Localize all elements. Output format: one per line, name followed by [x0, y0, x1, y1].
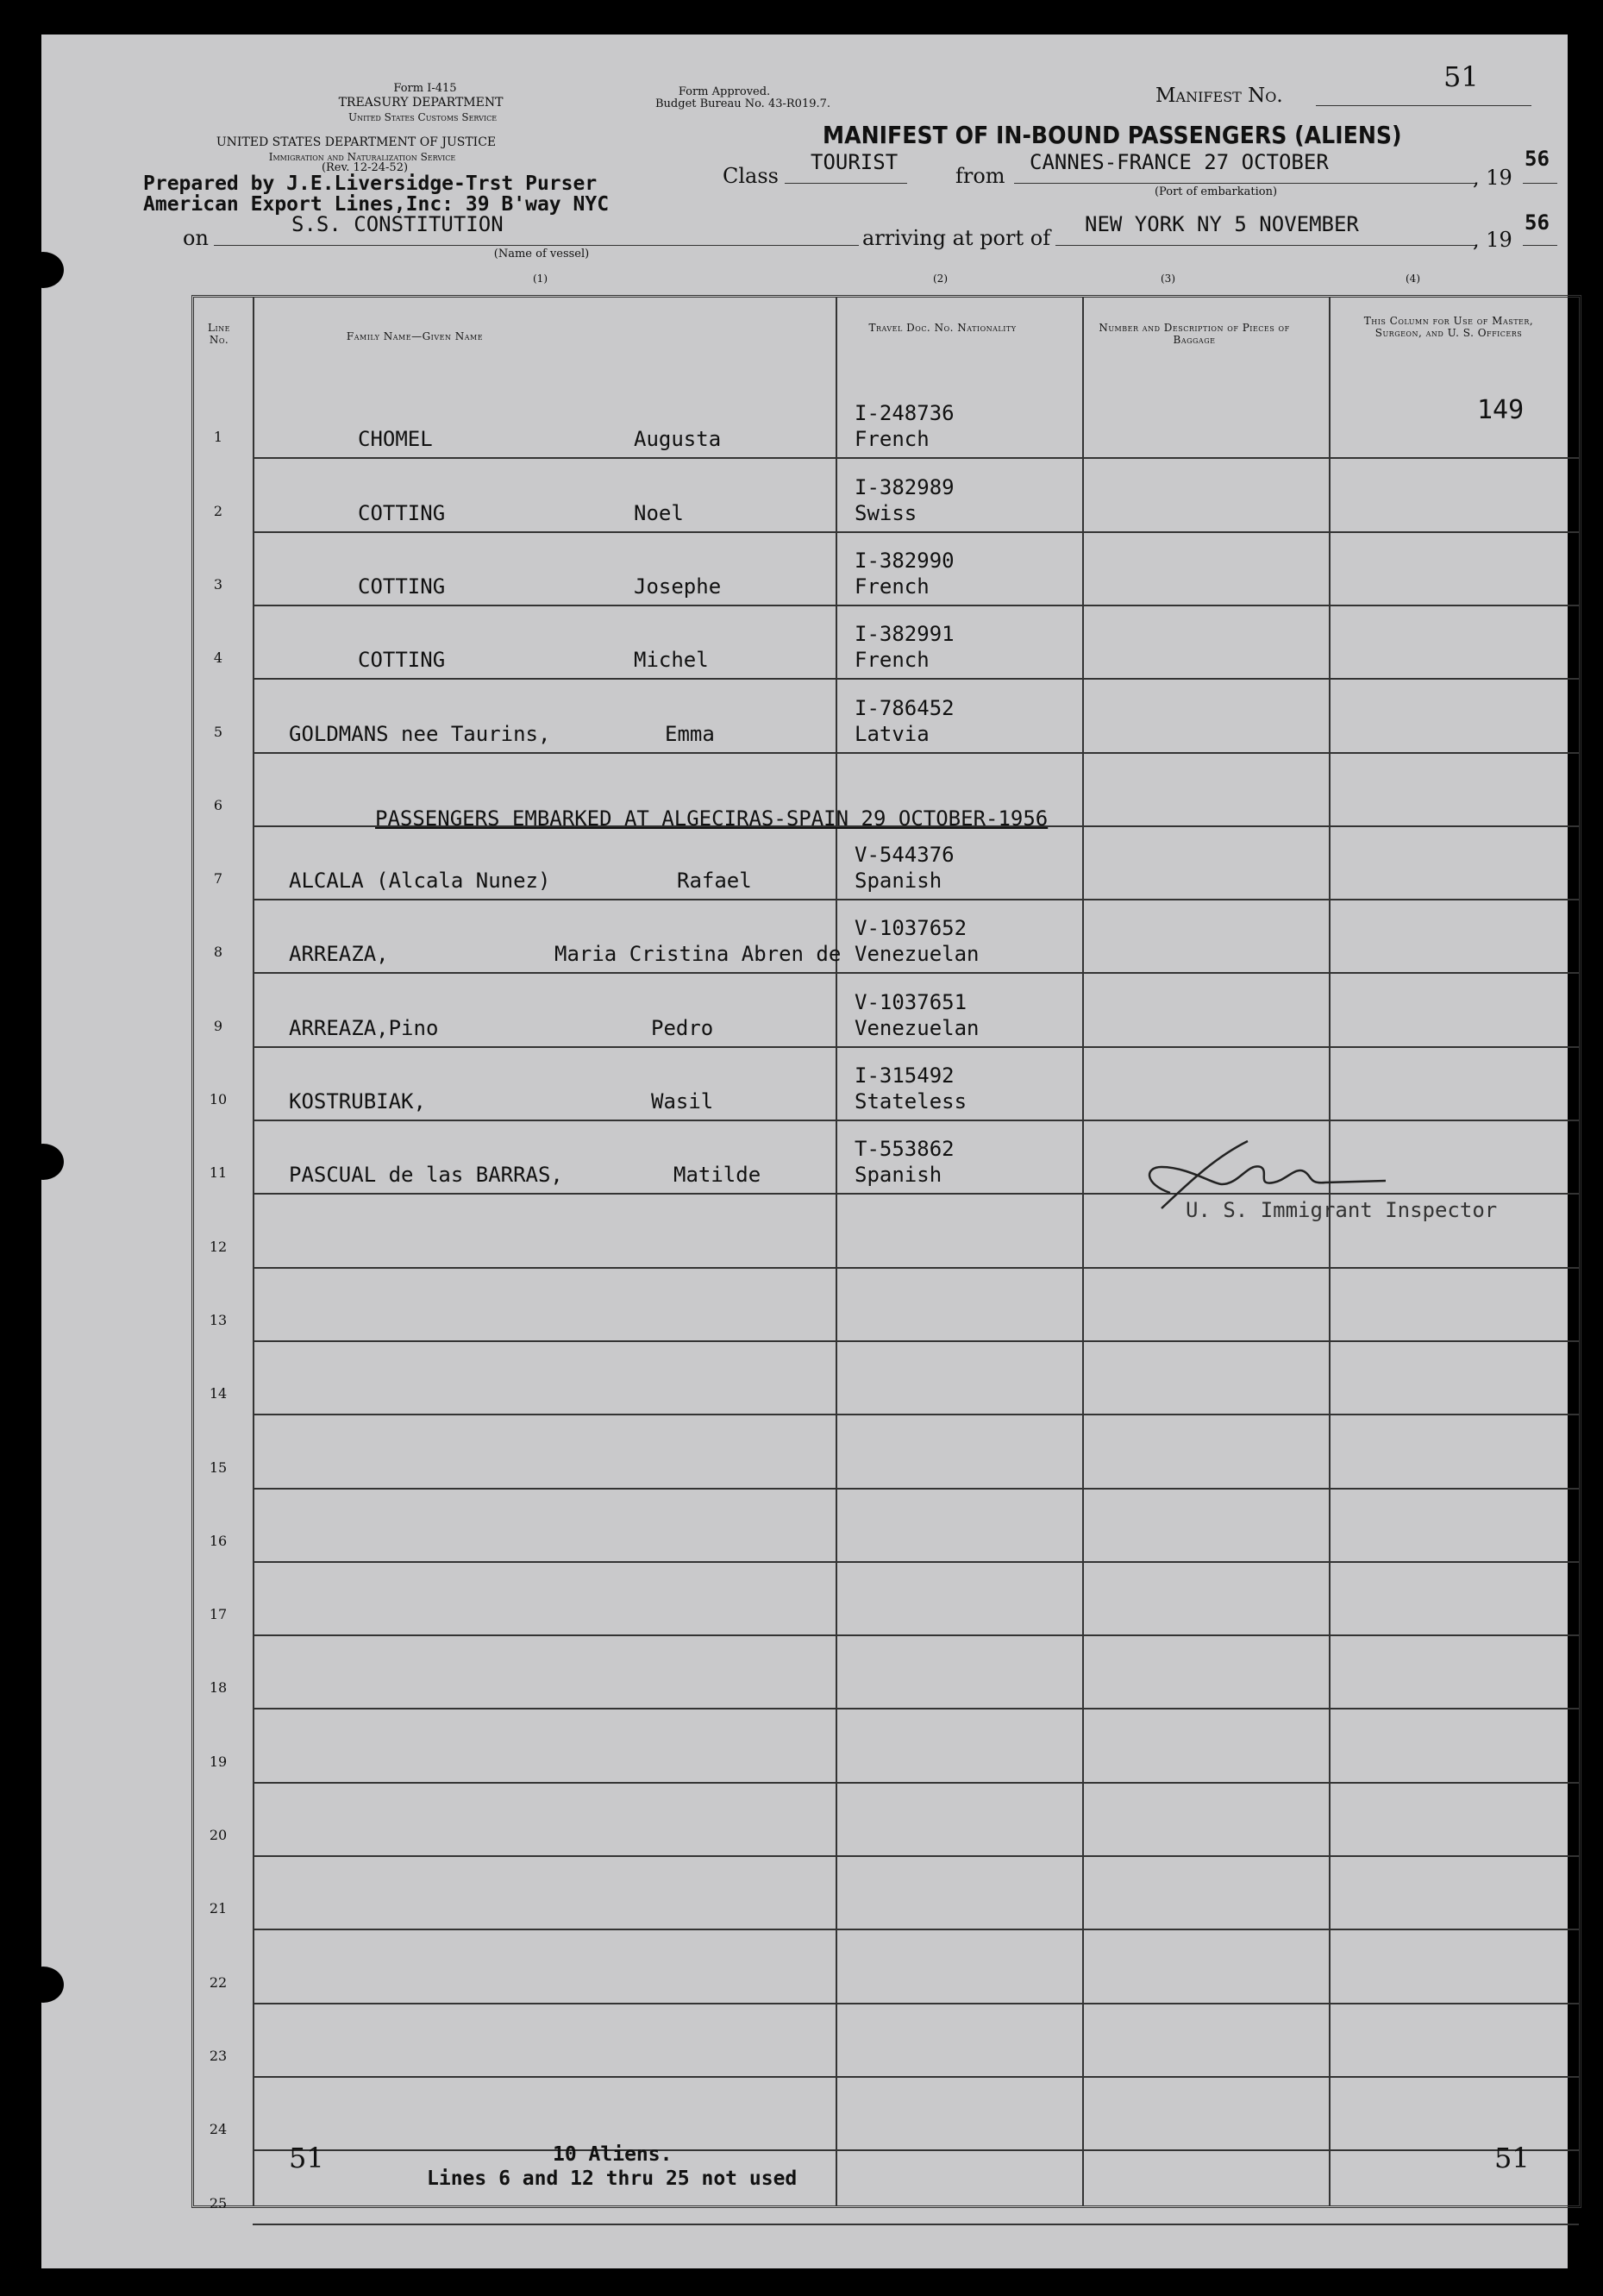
embarked-note: PASSENGERS EMBARKED AT ALGECIRAS-SPAIN 29 OCTOBER-1956: [375, 806, 1049, 831]
prepared-by-line1: Prepared by J.E.Liversidge-Trst Purser: [143, 173, 598, 195]
form-approved: Form Approved.: [678, 85, 771, 98]
row-divider: [253, 2076, 1579, 2078]
line-number: 13: [209, 1312, 228, 1328]
col-number-4: (4): [1406, 273, 1420, 285]
year1-value: 56: [1525, 147, 1550, 171]
vessel-caption: (Name of vessel): [493, 248, 590, 260]
line-number: 4: [213, 649, 223, 666]
from-underline: [1014, 183, 1476, 184]
row-divider: [253, 457, 1579, 459]
row-divider: [253, 899, 1579, 900]
row-divider: [253, 1340, 1579, 1342]
header-baggage: Number and Description of Pieces of Baggage: [1099, 322, 1290, 346]
line-number: 24: [209, 2121, 228, 2137]
family-name: KOSTRUBIAK,: [289, 1089, 426, 1113]
line-number: 1: [213, 429, 223, 445]
line-number: 9: [213, 1018, 223, 1034]
nationality: Venezuelan: [855, 942, 980, 966]
line-number: 14: [209, 1385, 228, 1402]
row-divider: [253, 678, 1579, 680]
row-divider: [253, 1267, 1579, 1269]
given-name: Matilde: [673, 1163, 761, 1187]
footer-left-number: 51: [289, 2142, 324, 2174]
form-number: Form I-415: [393, 82, 457, 95]
row-divider: [253, 1488, 1579, 1490]
port-embarkation-caption: (Port of embarkation): [1154, 185, 1278, 198]
year2-value: 56: [1525, 210, 1550, 235]
vessel-underline: [214, 245, 859, 246]
from-label: from: [955, 164, 1005, 188]
nationality: French: [855, 648, 930, 672]
vessel-name: S.S. CONSTITUTION: [291, 212, 504, 236]
col-sep-2: [836, 298, 837, 2205]
punch-hole-middle: [22, 1144, 64, 1180]
travel-doc-number: I-248736: [855, 401, 955, 425]
col-sep-1: [253, 298, 254, 2205]
line-number: 17: [209, 1606, 228, 1622]
header-officers: This Column for Use of Master, Surgeon, and U. S. Officers: [1363, 315, 1534, 339]
doj-label: UNITED STATES DEPARTMENT OF JUSTICE: [216, 135, 497, 149]
line-number: 2: [213, 503, 223, 519]
given-name: Augusta: [634, 427, 722, 451]
travel-doc-number: T-553862: [855, 1137, 955, 1161]
from-value: CANNES-FRANCE 27 OCTOBER: [1030, 150, 1329, 174]
line-number: 18: [209, 1679, 228, 1696]
line-number: 21: [209, 1900, 228, 1916]
line-number: 8: [213, 944, 223, 960]
given-name: Maria Cristina Abren de: [554, 942, 842, 966]
family-name: ARREAZA,: [289, 942, 389, 966]
row-divider: [253, 1120, 1579, 1121]
header-name: Family Name—Given Name: [346, 330, 484, 342]
row-divider: [253, 1929, 1579, 1930]
manifest-title: MANIFEST OF IN-BOUND PASSENGERS (ALIENS): [823, 121, 1402, 149]
prepared-by-line2: American Export Lines,Inc: 39 B'way NYC: [143, 193, 610, 216]
line-number: 15: [209, 1459, 228, 1476]
row-divider: [253, 605, 1579, 606]
row-divider: [253, 972, 1579, 974]
manifest-no-underline: [1316, 105, 1531, 106]
year2-prefix: , 19: [1473, 228, 1512, 252]
header-line-no: Line No.: [208, 322, 230, 346]
footer-right-number: 51: [1494, 2142, 1530, 2174]
row-divider: [253, 2224, 1579, 2225]
line-number: 22: [209, 1974, 228, 1991]
row-divider: [253, 531, 1579, 533]
row-divider: [253, 1046, 1579, 1048]
year2-underline: [1523, 245, 1557, 246]
line-number: 5: [213, 724, 223, 740]
manifest-no-value: 51: [1443, 60, 1479, 93]
travel-doc-number: V-1037652: [855, 916, 967, 940]
col-number-1: (1): [533, 273, 548, 285]
given-name: Wasil: [651, 1089, 714, 1113]
col-sep-4: [1329, 298, 1331, 2205]
ins-label: Immigration and Naturalization Service: [268, 151, 456, 163]
travel-doc-number: I-382991: [855, 622, 955, 646]
family-name: COTTING: [358, 574, 446, 599]
family-name: ALCALA (Alcala Nunez): [289, 869, 551, 893]
header-travel-doc: Travel Doc. No. Nationality: [868, 322, 1017, 334]
manifest-no-label: Manifest No.: [1155, 85, 1283, 107]
arriving-underline: [1055, 245, 1476, 246]
family-name: GOLDMANS nee Taurins,: [289, 722, 551, 746]
officer-note: 149: [1477, 395, 1525, 425]
year1-prefix: , 19: [1473, 166, 1512, 190]
given-name: Michel: [634, 648, 709, 672]
passenger-table: [191, 295, 1581, 2211]
given-name: Pedro: [651, 1016, 714, 1040]
row-divider: [253, 1561, 1579, 1563]
nationality: French: [855, 574, 930, 599]
given-name: Josephe: [634, 574, 722, 599]
travel-doc-number: I-382989: [855, 475, 955, 499]
class-label: Class: [723, 164, 779, 188]
travel-doc-number: V-1037651: [855, 990, 967, 1014]
arriving-value: NEW YORK NY 5 NOVEMBER: [1085, 212, 1359, 236]
family-name: COTTING: [358, 648, 446, 672]
given-name: Noel: [634, 501, 684, 525]
col-number-3: (3): [1161, 273, 1175, 285]
nationality: Venezuelan: [855, 1016, 980, 1040]
on-label: on: [183, 226, 209, 250]
line-number: 12: [209, 1239, 228, 1255]
footer-unused: Lines 6 and 12 thru 25 not used: [427, 2167, 798, 2190]
travel-doc-number: I-786452: [855, 696, 955, 720]
row-divider: [253, 2003, 1579, 2004]
family-name: COTTING: [358, 501, 446, 525]
row-divider: [253, 2149, 1579, 2151]
customs-service: United States Customs Service: [348, 111, 498, 123]
col-number-2: (2): [933, 273, 948, 285]
nationality: Spanish: [855, 1163, 942, 1187]
line-number: 7: [213, 870, 223, 887]
class-value: TOURIST: [811, 150, 899, 174]
nationality: Swiss: [855, 501, 917, 525]
year1-underline: [1523, 183, 1557, 184]
line-number: 20: [209, 1827, 228, 1843]
row-divider: [253, 1414, 1579, 1415]
punch-hole-bottom: [22, 1967, 64, 2003]
inspector-caption: U. S. Immigrant Inspector: [1186, 1198, 1498, 1222]
given-name: Emma: [665, 722, 715, 746]
row-divider: [253, 1855, 1579, 1857]
family-name: ARREAZA,Pino: [289, 1016, 439, 1040]
line-number: 19: [209, 1753, 228, 1770]
line-number: 6: [213, 797, 223, 813]
row-divider: [253, 1782, 1579, 1784]
row-divider: [253, 752, 1579, 754]
line-number: 10: [209, 1091, 228, 1107]
line-number: 3: [213, 576, 223, 593]
row-divider: [253, 1708, 1579, 1709]
manifest-page: [41, 35, 1568, 2268]
line-number: 11: [209, 1164, 228, 1181]
given-name: Rafael: [677, 869, 752, 893]
nationality: French: [855, 427, 930, 451]
nationality: Spanish: [855, 869, 942, 893]
travel-doc-number: V-544376: [855, 843, 955, 867]
line-number: 25: [209, 2195, 228, 2211]
rev-label: (Rev. 12-24-52): [321, 161, 409, 174]
punch-hole-top: [22, 252, 64, 288]
travel-doc-number: I-382990: [855, 549, 955, 573]
line-number: 16: [209, 1533, 228, 1549]
row-divider: [253, 1634, 1579, 1636]
line-number: 23: [209, 2048, 228, 2064]
budget-bureau: Budget Bureau No. 43-R019.7.: [655, 97, 831, 110]
class-underline: [785, 183, 907, 184]
arriving-label: arriving at port of: [862, 226, 1051, 250]
family-name: CHOMEL: [358, 427, 433, 451]
nationality: Stateless: [855, 1089, 967, 1113]
col-sep-3: [1082, 298, 1084, 2205]
travel-doc-number: I-315492: [855, 1063, 955, 1088]
footer-aliens: 10 Aliens.: [553, 2143, 673, 2166]
treasury-department: TREASURY DEPARTMENT: [338, 96, 504, 110]
nationality: Latvia: [855, 722, 930, 746]
family-name: PASCUAL de las BARRAS,: [289, 1163, 563, 1187]
